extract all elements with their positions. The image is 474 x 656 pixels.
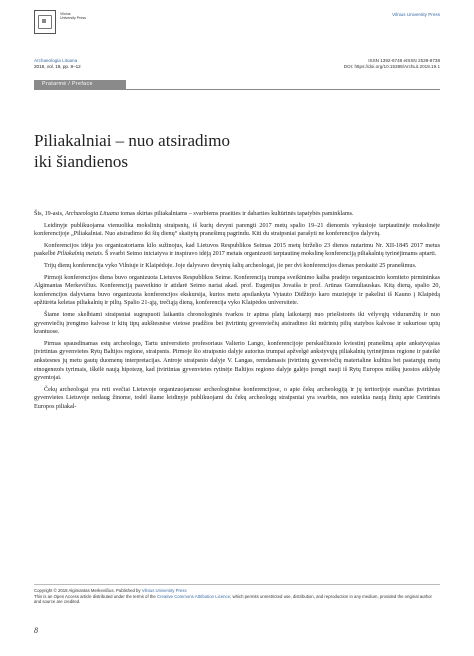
p3-text-b: . Š svarbi Seimo iniciatyva ir inspiravo idėją 2017 metais organizuoti tarptautinę mokslinę konferenciją piliakalnių tyrinėjimams aptarti. (101, 251, 437, 258)
p1-text-a: Šis, 19-asis, (34, 211, 66, 217)
publisher-logo (34, 10, 86, 34)
title-line-2: iki šiandienos (34, 152, 128, 171)
paragraph-5: Pirmoji konferencijos diena buvo organizuota Lietuvos Respublikos Seime. Konferenciją trumpa sveikinimo kalba pradėjo organizacinio komiteto pirmininkas Algimantas Merkevičius. Konferenciją pasveikino ir atidarė Seimo nariai akad. prof. Eugenijus Jovaiša ir prof. Arūnas Gumuliauskas. Kitą dieną, spalio 20, konferencijos dalyviams buvo organizuota konferencijos ekskursija, kurios metu apsilankyta Vytauto Didžiojo karo muziejuje ir pakeliui iš Kauno į Klaipėdą apžiūrėta keletas piliakalnių ir pilių. Spalio 21-ąją, trečiąją dieną, konferencija vyko Klaipėdos universitete. (34, 274, 440, 307)
logo-text: Vilnius University Press (60, 12, 86, 21)
section-label: Pratarmė / Preface (42, 81, 93, 87)
license-line (34, 594, 440, 605)
vilnius-university-logo-icon (34, 10, 56, 34)
paragraph-6: Šiame tome skelbiami straipsniai sugrupuoti laikantis chronologinės tvarkos ir apima platų laikotarpį nuo priešistorės iki vėlyvųjų viduramžių ir nuo gyvenviečių įrengimo kalvose ir kitų tipų aukštesnėse vietose pradžios bei įtvirtintų gyvenviečių atsiradimo iki mūrinių pilių statybos kalvose ir sukurtose upių krantuose. (34, 311, 440, 336)
doi[interactable]: DOI: https://doi.org/10.15388/ArchLit.2018.19.1 (343, 64, 440, 70)
publisher-footer-link[interactable]: Vilnius University Press (141, 588, 187, 593)
identifiers (344, 58, 440, 71)
paragraph-1 (34, 210, 440, 219)
journal-link[interactable]: Archaeologia Lituana (34, 58, 78, 63)
license-footer (34, 588, 440, 605)
copyright-text: Copyright © 2018 Algimantas Merkevičius. Published by (34, 588, 142, 593)
paragraph-8: Čekų archeologai yra reti svečiai Lietuvoje organizuojamose archeologinėse konferencijose, o apie čekų archeologiją ir jų teritorijoje esančias įtvirtintas gyvenvietes Lietuvoje nedaug žinome, todėl šiame leidinyje publikuojami du čekų archeologų straipsniai yra svarbūs, nes suteikia naują žinių apie Centrinės Europos piliakal- (34, 386, 440, 410)
article-title (34, 130, 230, 172)
title-line-1: Piliakalniai – nuo atsiradimo (34, 131, 230, 150)
publisher-link[interactable]: Vilnius University Press (392, 12, 440, 17)
article-body (34, 210, 440, 414)
hillforts-year-italic: Piliakalnių metais (57, 251, 102, 258)
page-number: 8 (34, 626, 38, 635)
journal-name-italic: Archaeologia Lituana (65, 211, 119, 217)
license-text-a: This is an Open Access article distributed under the terms of the (34, 593, 157, 599)
section-label-bar (34, 80, 126, 89)
cc-license-link[interactable]: Creative Commons Attribution Licence (157, 593, 231, 599)
header-divider (34, 89, 440, 90)
p1-text-b: tomas skirtas piliakalniams – svarbiems praeities ir dabarties kultūrinės tapatybės paminklams. (118, 211, 354, 217)
paragraph-3 (34, 242, 440, 259)
paragraph-7: Pirmas spausdinamas estų archeologo, Tartu universiteto profesoriaus Valterio Lango, konferencijoje perskaičiuosio kviestinį pranešimą apie ankstyvąsias įtvirtintas gyvenvietes Rytų Baltijos regione, straipsnis. Pirmoje šio straipsnio dalyje autorius trumpai apžvelgė ankstyvųjų piliakalnių tyrinėjimus regione ir pateikė ankstesnes jų metu gautų duomenų interpretacijas. Antroje straipsnio dalyje V. Langas, remdamasis įtvirtintų gyvenviečių materialine kultūra bei pastarųjų metų etnogenezės tyrimais, iškėlė naują hipotezę, kad įtvirtintas gyvenvietes rytinėje Baltijos regiono dalyje galėjo įrengti nauji iš Rytų Europos miškų juostos atklydę gyventojai. (34, 340, 440, 382)
footer-divider (34, 584, 440, 585)
volume-pages: 2018, vol. 19, pp. 8–12 (34, 64, 81, 70)
paragraph-4: Trijų dienų konferencija vyko Vilniuje ir Klaipėdoje. Joje dalyvavo devynių šalių archeologai, jie per dvi konferencijos dienas perskaitė 25 pranešimus. (44, 262, 417, 269)
p3-text-a: Konferencijos idėja jos organizatoriams kilo sužinojus, kad Lietuvos Respublikos Seimas 2015 metų birželio 23 dienos nutarimu Nr. XII-1845 2017 metus paskelbė (34, 242, 440, 258)
issn: ISSN 1392-6748 eISSN 2538-8738 (368, 58, 440, 63)
license-text-b: , which permits unrestricted use, distribution, and reproduction in any medium, provided the original author and source are credited. (34, 593, 432, 605)
journal-info (34, 58, 81, 71)
paragraph-2: Leidinyje publikuojama vienuolika mokslinių straipsnių, iš kurių devyni parengti 2017 metų spalio 19–21 dienomis vykusioje tarptautinėje mokslinėje konferencijoje „Piliakalniai. Nuo atsiradimo iki šių dienų“ skaitytų pranešimų pagrindu. Kiti du straipsniai parašyti ne konferencijos dalyvių. (34, 222, 440, 238)
